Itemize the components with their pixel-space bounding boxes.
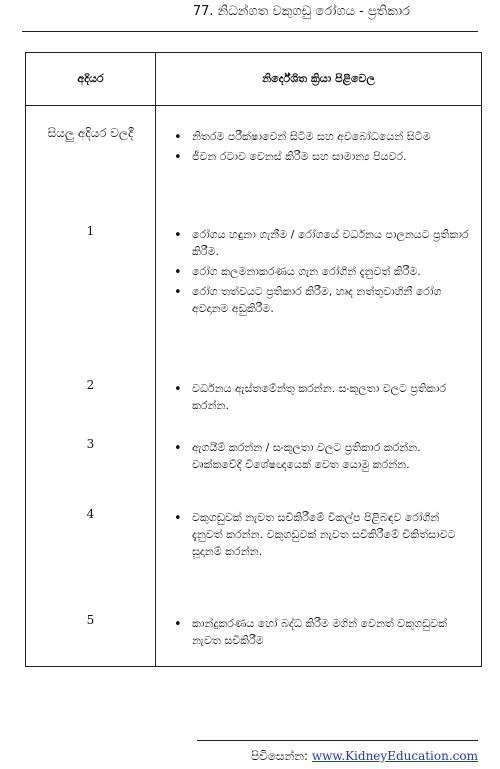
table-row	[26, 358, 482, 417]
action-list	[160, 509, 471, 560]
table-row	[26, 417, 482, 487]
actions-cell	[156, 204, 482, 358]
action-list	[160, 226, 471, 317]
list-item: • කාන්දුකරණය හෝ බද්ධ කිරීම මගින් වෙනත් වකුගඩුවක් නැවත සවිකිරීම	[160, 615, 471, 649]
list-item: • රෝග කලමනාකරණය ගැන රෝගීන් දැනුවත් කිරීම.	[160, 263, 471, 280]
treatment-plan-table	[25, 52, 482, 667]
footer-link[interactable]: www.KidneyEducation.com	[311, 749, 478, 763]
stage-cell: 3	[26, 417, 156, 487]
table-body	[26, 106, 482, 667]
actions-cell	[156, 487, 482, 593]
footer-divider	[197, 740, 478, 741]
actions-cell	[156, 417, 482, 487]
header-divider	[22, 31, 478, 32]
actions-cell	[156, 593, 482, 667]
list-item: • ඇගයීම් කරන්න / සංකූලතා වලට ප්‍රතිකාර කරන්න. වෘක්කවේදී විශේෂඥයෙක් වෙත යොමු කරන්න.	[160, 439, 471, 473]
table-row	[26, 487, 482, 593]
list-item: • ජීවන රටාව වෙනස් කිරීම සහ සාමාන්‍ය පියවර.	[160, 148, 471, 165]
column-header-stage: අදියර	[26, 53, 156, 106]
footer-label: පිවිසෙන්න:	[250, 749, 309, 763]
list-item: • රෝග තත්වයට ප්‍රතිකාර කිරීම, හෘද නත්තුවාහිනී රෝග අවදානම අඩුකිරීම.	[160, 283, 471, 317]
stage-cell: 4	[26, 487, 156, 593]
stage-cell: 2	[26, 358, 156, 417]
list-item: • වර්ධනය ඇස්තමේන්තු කරන්න. සංකූලතා වලට ප්‍රතිකාර කරන්න.	[160, 380, 471, 414]
action-list	[160, 128, 471, 165]
stage-cell: 1	[26, 204, 156, 358]
action-list	[160, 380, 471, 414]
stage-cell: 5	[26, 593, 156, 667]
column-header-actions: නිර්දේශිත ක්‍රියා පිළිවෙල	[156, 53, 482, 106]
stage-cell: සියලු අදියර වලදී	[26, 106, 156, 204]
list-item: • රෝගය හඳුනා ගැනීම / රෝගයේ වර්ධනය පාලනයට ප්‍රතිකාර කිරීම.	[160, 226, 471, 260]
table-row	[26, 106, 482, 204]
actions-cell	[156, 358, 482, 417]
action-list	[160, 439, 471, 473]
list-item: • නිතරම පරීක්ෂාවෙන් සිටීම සහ අවබෝධයෙන් සිටීම	[160, 128, 471, 145]
action-list	[160, 615, 471, 649]
footer	[251, 749, 478, 764]
page-header-title: 77. නිධන්ගත වකුගඩු රෝගය - ප්‍රතිකාර	[192, 4, 410, 19]
list-item: • වකුගඩුවක් නැවත සවිකිරීමේ විකල්ප පිළිබඳව රෝගීන් දැනුවත් කරන්න. වකුගඩුවක් නැවත සවිකිරීමේ චිකිත්සාවට සූදානම් කරන්න.	[160, 509, 471, 560]
table-row	[26, 204, 482, 358]
actions-cell	[156, 106, 482, 204]
table-row	[26, 593, 482, 667]
